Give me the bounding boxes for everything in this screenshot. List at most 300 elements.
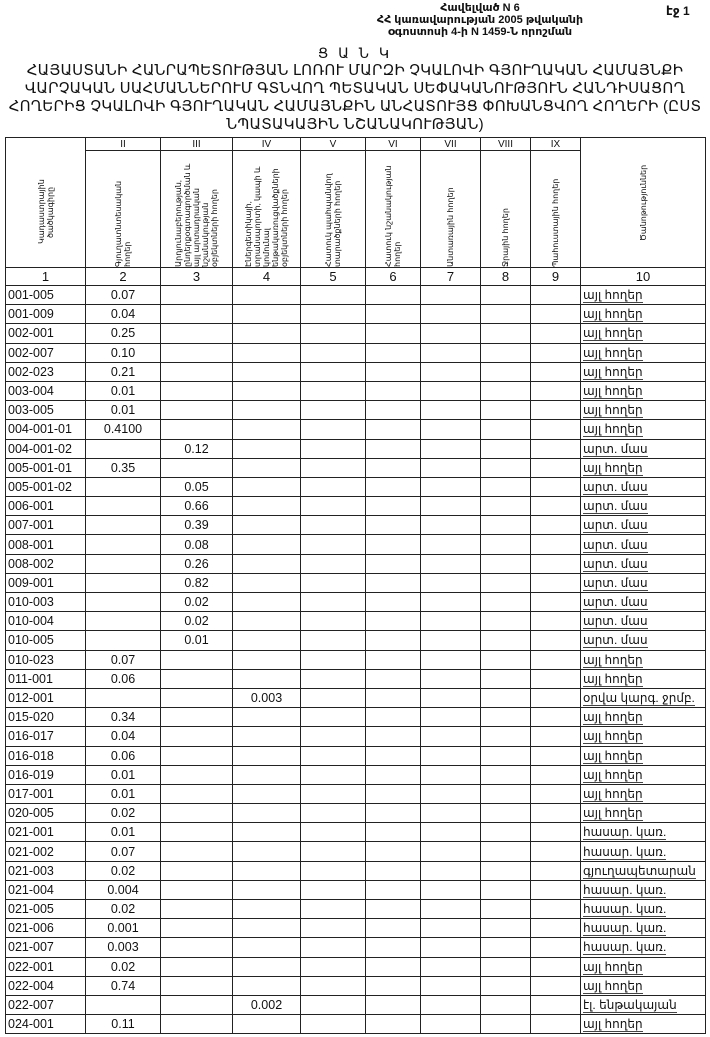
infrastructure-land-value: [233, 401, 301, 420]
industrial-land-value: [161, 938, 233, 957]
forest-land-value: [421, 765, 481, 784]
reserve-land-value: [531, 362, 581, 381]
special-land-value: [366, 784, 421, 803]
reserve-land-value: [531, 401, 581, 420]
agricultural-land-value: 0.004: [86, 880, 161, 899]
table-row: [6, 362, 706, 381]
reserve-land-value: [531, 784, 581, 803]
note-text: այլ հողեր: [583, 806, 643, 821]
protected-land-value: [301, 976, 366, 995]
cadastral-code: 010-003: [6, 593, 86, 612]
note: [581, 804, 706, 823]
header-col-10: [581, 138, 706, 268]
water-land-value: [481, 804, 531, 823]
reserve-land-value: [531, 439, 581, 458]
table-row: [6, 420, 706, 439]
header-col-8: [481, 151, 531, 268]
industrial-land-value: [161, 1015, 233, 1034]
protected-land-value: [301, 804, 366, 823]
agricultural-land-value: 0.21: [86, 362, 161, 381]
protected-land-value: [301, 746, 366, 765]
infrastructure-land-value: [233, 612, 301, 631]
reserve-land-value: [531, 669, 581, 688]
protected-land-value: [301, 727, 366, 746]
special-land-value: [366, 765, 421, 784]
forest-land-value: [421, 650, 481, 669]
header-text: Հատուկ նշանակության հողեր: [384, 165, 402, 267]
agricultural-land-value: 0.07: [86, 286, 161, 305]
infrastructure-land-value: [233, 381, 301, 400]
protected-land-value: [301, 669, 366, 688]
reserve-land-value: [531, 880, 581, 899]
note: [581, 286, 706, 305]
agricultural-land-value: [86, 516, 161, 535]
roman-3: III: [161, 138, 233, 151]
industrial-land-value: [161, 784, 233, 803]
protected-land-value: [301, 938, 366, 957]
cadastral-code: 010-023: [6, 650, 86, 669]
table-row: [6, 573, 706, 592]
agricultural-land-value: 0.01: [86, 765, 161, 784]
header-text: Կադաստրային ծածկագիրը: [36, 179, 55, 245]
agricultural-land-value: [86, 554, 161, 573]
protected-land-value: [301, 305, 366, 324]
note: [581, 900, 706, 919]
reserve-land-value: [531, 612, 581, 631]
roman-2: II: [86, 138, 161, 151]
cadastral-code: 021-006: [6, 919, 86, 938]
water-land-value: [481, 957, 531, 976]
water-land-value: [481, 976, 531, 995]
infrastructure-land-value: [233, 497, 301, 516]
roman-7: VII: [421, 138, 481, 151]
note: [581, 784, 706, 803]
infrastructure-land-value: [233, 305, 301, 324]
infrastructure-land-value: [233, 286, 301, 305]
protected-land-value: [301, 919, 366, 938]
note-text: այլ հողեր: [583, 460, 643, 475]
industrial-land-value: 0.01: [161, 631, 233, 650]
cadastral-code: 001-009: [6, 305, 86, 324]
infrastructure-land-value: [233, 823, 301, 842]
agricultural-land-value: 0.02: [86, 861, 161, 880]
agricultural-land-value: 0.02: [86, 804, 161, 823]
special-land-value: [366, 420, 421, 439]
special-land-value: [366, 727, 421, 746]
header-col-1: [6, 138, 86, 268]
water-land-value: [481, 746, 531, 765]
forest-land-value: [421, 593, 481, 612]
forest-land-value: [421, 708, 481, 727]
table-row: [6, 381, 706, 400]
note-text: արտ. մաս: [583, 441, 648, 456]
land-table: [5, 137, 706, 1034]
forest-land-value: [421, 995, 481, 1014]
title-text: ՀԱՅԱՍՏԱՆԻ ՀԱՆՐԱՊԵՏՈՒԹՅԱՆ ԼՈՌՈՒ ՄԱՐԶԻ ՉԿԱԼՈՎԻ ԳՅՈՒՂԱԿԱՆ ՀԱՄԱՅՆՔԻ ՎԱՐՉԱԿԱՆ ՍԱՀՄԱՆՆԵՐՈՒՄ ԳՏՆՎՈՂ ՊԵՏԱԿԱՆ ՍԵՓԱԿԱՆՈՒԹՅՈՒՆ ՀԱՆԴԻՍԱՑՈՂ ՀՈՂԵՐԻՑ ՉԿԱԼՈՎԻ ԳՅՈՒՂԱԿԱՆ ՀԱՄԱՅՆՔԻՆ ԱՆՀԱՏՈՒՅՑ ՓՈԽԱՆՑՎՈՂ ՀՈՂԵՐԻ (ԸՍՏ ՆՊԱՏԱԿԱՅԻՆ ՆՇԱՆԱԿՈՒԹՅԱՆ): [8, 62, 702, 133]
protected-land-value: [301, 650, 366, 669]
note: [581, 842, 706, 861]
special-land-value: [366, 477, 421, 496]
agricultural-land-value: 0.06: [86, 746, 161, 765]
agricultural-land-value: 0.01: [86, 823, 161, 842]
agricultural-land-value: 0.06: [86, 669, 161, 688]
infrastructure-land-value: [233, 842, 301, 861]
agricultural-land-value: [86, 995, 161, 1014]
note: [581, 305, 706, 324]
protected-land-value: [301, 842, 366, 861]
agricultural-land-value: [86, 612, 161, 631]
water-land-value: [481, 708, 531, 727]
cadastral-code: 010-004: [6, 612, 86, 631]
water-land-value: [481, 362, 531, 381]
column-number: 10: [581, 268, 706, 286]
special-land-value: [366, 823, 421, 842]
forest-land-value: [421, 688, 481, 707]
table-row: [6, 708, 706, 727]
special-land-value: [366, 362, 421, 381]
note: [581, 458, 706, 477]
reserve-land-value: [531, 343, 581, 362]
reserve-land-value: [531, 957, 581, 976]
reserve-land-value: [531, 976, 581, 995]
note-text: այլ հողեր: [583, 786, 643, 801]
agricultural-land-value: [86, 688, 161, 707]
note-text: այլ հողեր: [583, 1017, 643, 1032]
header-col-4: [233, 151, 301, 268]
note: [581, 362, 706, 381]
reserve-land-value: [531, 477, 581, 496]
note: [581, 343, 706, 362]
table-row: [6, 727, 706, 746]
cadastral-code: 008-002: [6, 554, 86, 573]
water-land-value: [481, 669, 531, 688]
reserve-land-value: [531, 1015, 581, 1034]
note-text: արտ. մաս: [583, 614, 648, 629]
reserve-land-value: [531, 458, 581, 477]
industrial-land-value: [161, 900, 233, 919]
water-land-value: [481, 477, 531, 496]
note-text: էլ. ենթակայան: [583, 998, 677, 1013]
note: [581, 1015, 706, 1034]
cadastral-code: 001-005: [6, 286, 86, 305]
note: [581, 497, 706, 516]
cadastral-code: 012-001: [6, 688, 86, 707]
note: [581, 650, 706, 669]
table-row: [6, 535, 706, 554]
forest-land-value: [421, 554, 481, 573]
note-text: այլ հողեր: [583, 767, 643, 782]
industrial-land-value: [161, 688, 233, 707]
note: [581, 708, 706, 727]
special-land-value: [366, 708, 421, 727]
note-text: այլ հողեր: [583, 978, 643, 993]
table-row: [6, 842, 706, 861]
special-land-value: [366, 381, 421, 400]
cadastral-code: 017-001: [6, 784, 86, 803]
agricultural-land-value: [86, 439, 161, 458]
forest-land-value: [421, 439, 481, 458]
note: [581, 669, 706, 688]
agricultural-land-value: 0.74: [86, 976, 161, 995]
industrial-land-value: 0.02: [161, 593, 233, 612]
cadastral-code: 010-005: [6, 631, 86, 650]
industrial-land-value: [161, 823, 233, 842]
special-land-value: [366, 688, 421, 707]
water-land-value: [481, 381, 531, 400]
protected-land-value: [301, 957, 366, 976]
agricultural-land-value: 0.34: [86, 708, 161, 727]
infrastructure-land-value: [233, 861, 301, 880]
forest-land-value: [421, 497, 481, 516]
forest-land-value: [421, 535, 481, 554]
reserve-land-value: [531, 938, 581, 957]
table-row: [6, 784, 706, 803]
special-land-value: [366, 650, 421, 669]
note: [581, 823, 706, 842]
agricultural-land-value: 0.04: [86, 305, 161, 324]
note-text: արտ. մաս: [583, 499, 648, 514]
roman-9: IX: [531, 138, 581, 151]
forest-land-value: [421, 727, 481, 746]
forest-land-value: [421, 804, 481, 823]
column-number: 3: [161, 268, 233, 286]
forest-land-value: [421, 669, 481, 688]
reserve-land-value: [531, 995, 581, 1014]
agricultural-land-value: [86, 497, 161, 516]
reserve-land-value: [531, 823, 581, 842]
cadastral-code: 024-001: [6, 1015, 86, 1034]
note: [581, 516, 706, 535]
note: [581, 420, 706, 439]
special-land-value: [366, 631, 421, 650]
note: [581, 381, 706, 400]
cadastral-code: 020-005: [6, 804, 86, 823]
special-land-value: [366, 957, 421, 976]
reserve-land-value: [531, 919, 581, 938]
forest-land-value: [421, 401, 481, 420]
special-land-value: [366, 535, 421, 554]
special-land-value: [366, 880, 421, 899]
protected-land-value: [301, 765, 366, 784]
agricultural-land-value: 0.07: [86, 842, 161, 861]
special-land-value: [366, 669, 421, 688]
table-row: [6, 343, 706, 362]
infrastructure-land-value: 0.002: [233, 995, 301, 1014]
infrastructure-land-value: [233, 516, 301, 535]
agricultural-land-value: 0.07: [86, 650, 161, 669]
table-row: [6, 593, 706, 612]
industrial-land-value: [161, 362, 233, 381]
table-row: [6, 324, 706, 343]
reserve-land-value: [531, 286, 581, 305]
reserve-land-value: [531, 842, 581, 861]
special-land-value: [366, 995, 421, 1014]
agricultural-land-value: 0.01: [86, 784, 161, 803]
table-row: [6, 286, 706, 305]
note-text: արտ. մաս: [583, 575, 648, 590]
table-body: [6, 286, 706, 1034]
industrial-land-value: [161, 976, 233, 995]
cadastral-code: 021-007: [6, 938, 86, 957]
special-land-value: [366, 1015, 421, 1034]
special-land-value: [366, 938, 421, 957]
industrial-land-value: [161, 880, 233, 899]
infrastructure-land-value: [233, 650, 301, 669]
cadastral-code: 016-017: [6, 727, 86, 746]
special-land-value: [366, 804, 421, 823]
table-row: [6, 900, 706, 919]
reserve-land-value: [531, 516, 581, 535]
industrial-land-value: [161, 343, 233, 362]
forest-land-value: [421, 938, 481, 957]
cadastral-code: 005-001-02: [6, 477, 86, 496]
note: [581, 631, 706, 650]
cadastral-code: 008-001: [6, 535, 86, 554]
water-land-value: [481, 919, 531, 938]
header-text: Էներգետիկայի, տրանսպորտի, կապի և կոմունալ ենթակառուցվածքների օբյեկտների հողեր: [244, 166, 289, 267]
note-text: արտ. մաս: [583, 518, 648, 533]
protected-land-value: [301, 324, 366, 343]
forest-land-value: [421, 976, 481, 995]
protected-land-value: [301, 381, 366, 400]
infrastructure-land-value: [233, 880, 301, 899]
protected-land-value: [301, 401, 366, 420]
special-land-value: [366, 861, 421, 880]
cadastral-code: 003-005: [6, 401, 86, 420]
infrastructure-land-value: [233, 727, 301, 746]
industrial-land-value: [161, 324, 233, 343]
note: [581, 554, 706, 573]
infrastructure-land-value: [233, 746, 301, 765]
annex-line-3: օգոստոսի 4-ի N 1459-Ն որոշման: [387, 26, 573, 38]
reserve-land-value: [531, 305, 581, 324]
note: [581, 324, 706, 343]
cadastral-code: 004-001-01: [6, 420, 86, 439]
agricultural-land-value: 0.4100: [86, 420, 161, 439]
special-land-value: [366, 573, 421, 592]
water-land-value: [481, 458, 531, 477]
water-land-value: [481, 823, 531, 842]
annex-reference: [340, 2, 620, 38]
industrial-land-value: 0.39: [161, 516, 233, 535]
water-land-value: [481, 497, 531, 516]
column-number: 6: [366, 268, 421, 286]
industrial-land-value: [161, 458, 233, 477]
table-row: [6, 458, 706, 477]
industrial-land-value: [161, 286, 233, 305]
cadastral-code: 022-007: [6, 995, 86, 1014]
forest-land-value: [421, 362, 481, 381]
note: [581, 957, 706, 976]
special-land-value: [366, 842, 421, 861]
table-row: [6, 554, 706, 573]
cadastral-code: 004-001-02: [6, 439, 86, 458]
water-land-value: [481, 995, 531, 1014]
protected-land-value: [301, 343, 366, 362]
industrial-land-value: 0.26: [161, 554, 233, 573]
special-land-value: [366, 439, 421, 458]
industrial-land-value: [161, 861, 233, 880]
column-number: 4: [233, 268, 301, 286]
note-text: հասար. կառ.: [583, 921, 667, 936]
cadastral-code: 011-001: [6, 669, 86, 688]
table-row: [6, 477, 706, 496]
forest-land-value: [421, 842, 481, 861]
cadastral-code: 002-007: [6, 343, 86, 362]
note: [581, 612, 706, 631]
water-land-value: [481, 900, 531, 919]
table-row: [6, 612, 706, 631]
special-land-value: [366, 919, 421, 938]
protected-land-value: [301, 477, 366, 496]
agricultural-land-value: 0.01: [86, 401, 161, 420]
industrial-land-value: [161, 919, 233, 938]
note-text: արտ. մաս: [583, 595, 648, 610]
cadastral-code: 003-004: [6, 381, 86, 400]
special-land-value: [366, 516, 421, 535]
cadastral-code: 021-005: [6, 900, 86, 919]
note-text: արտ. մաս: [583, 537, 648, 552]
agricultural-land-value: [86, 593, 161, 612]
forest-land-value: [421, 381, 481, 400]
note: [581, 535, 706, 554]
table-row: [6, 305, 706, 324]
column-number: 5: [301, 268, 366, 286]
forest-land-value: [421, 477, 481, 496]
cadastral-code: 022-001: [6, 957, 86, 976]
reserve-land-value: [531, 765, 581, 784]
header-text: Ջրային հողեր: [501, 208, 510, 267]
water-land-value: [481, 880, 531, 899]
note: [581, 439, 706, 458]
agricultural-land-value: 0.003: [86, 938, 161, 957]
water-land-value: [481, 573, 531, 592]
page-number: էջ 1: [666, 4, 690, 18]
reserve-land-value: [531, 554, 581, 573]
infrastructure-land-value: [233, 477, 301, 496]
forest-land-value: [421, 746, 481, 765]
water-land-value: [481, 401, 531, 420]
industrial-land-value: [161, 381, 233, 400]
cadastral-code: 021-004: [6, 880, 86, 899]
table-row: [6, 804, 706, 823]
note-text: այլ հողեր: [583, 710, 643, 725]
protected-land-value: [301, 1015, 366, 1034]
cadastral-code: 016-019: [6, 765, 86, 784]
water-land-value: [481, 343, 531, 362]
special-land-value: [366, 324, 421, 343]
protected-land-value: [301, 784, 366, 803]
cadastral-code: 015-020: [6, 708, 86, 727]
forest-land-value: [421, 957, 481, 976]
industrial-land-value: 0.02: [161, 612, 233, 631]
industrial-land-value: 0.05: [161, 477, 233, 496]
industrial-land-value: 0.82: [161, 573, 233, 592]
infrastructure-land-value: [233, 439, 301, 458]
infrastructure-land-value: [233, 765, 301, 784]
table-row: [6, 516, 706, 535]
protected-land-value: [301, 631, 366, 650]
special-land-value: [366, 593, 421, 612]
infrastructure-land-value: [233, 420, 301, 439]
infrastructure-land-value: [233, 900, 301, 919]
water-land-value: [481, 593, 531, 612]
note: [581, 919, 706, 938]
reserve-land-value: [531, 593, 581, 612]
reserve-land-value: [531, 381, 581, 400]
note-text: այլ հողեր: [583, 326, 643, 341]
table-row: [6, 497, 706, 516]
